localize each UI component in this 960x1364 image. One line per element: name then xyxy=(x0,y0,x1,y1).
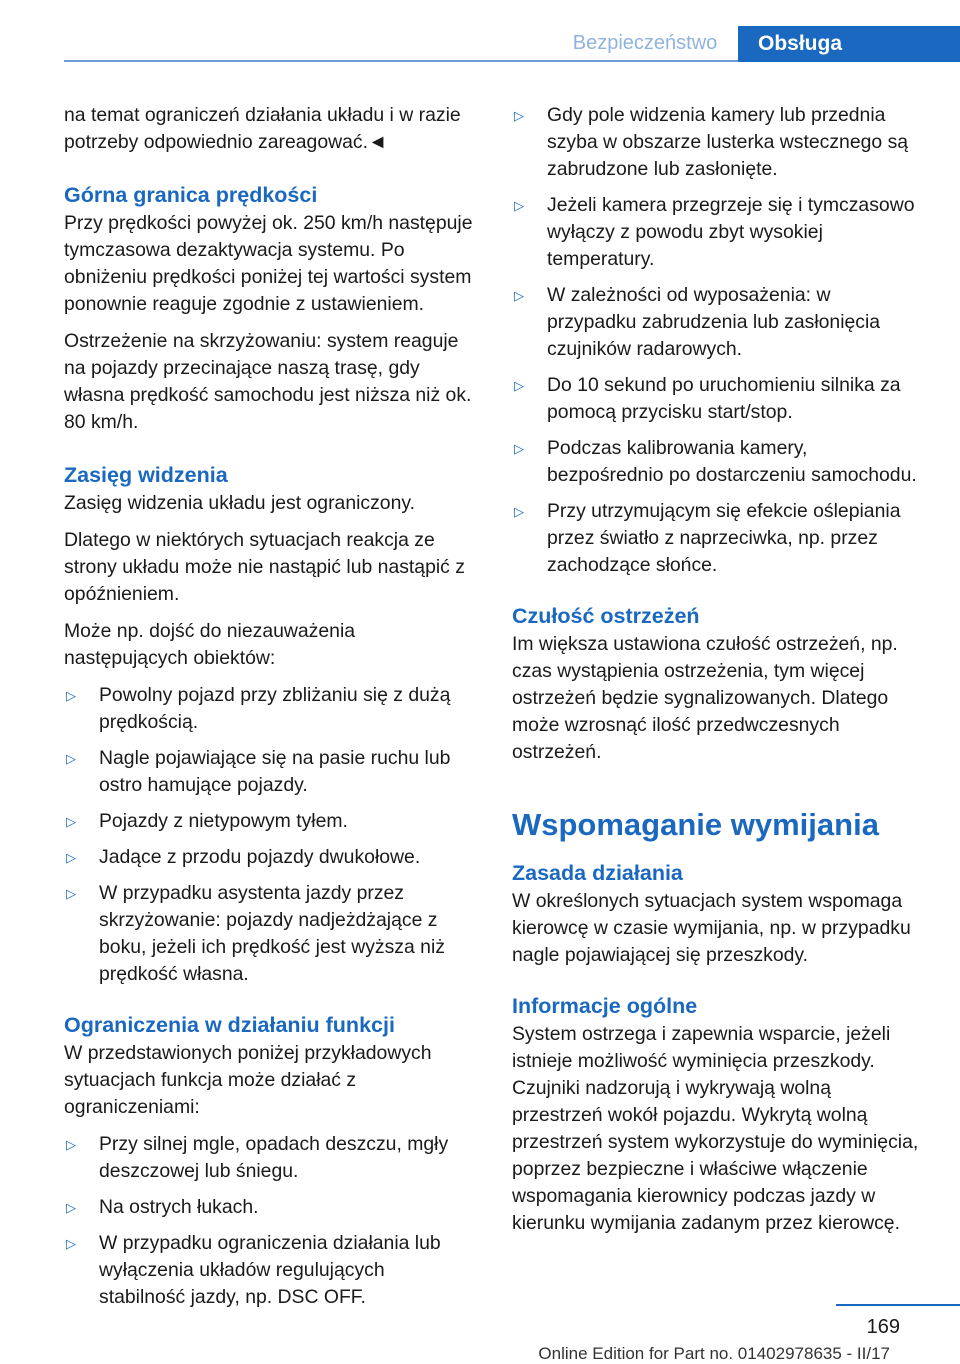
limits-heading: Ograniczenia w działaniu funkcji xyxy=(64,1013,395,1037)
sensitivity-paragraph: Im większa ustawiona czułość ostrzeżeń, np. czas wystąpienia ostrzeżenia, tym więcej ostrzeżeń będzie sygnalizowanych. Dlatego może wzrosnąć ilość przedwczesnych ostrzeżeń. xyxy=(512,633,898,763)
list-item: ▷ W przypadku ograniczenia działania lub wyłączenia układów regulujących stabilność jazdy, np. DSC OFF. xyxy=(66,1232,441,1308)
bullet-triangle-icon: ▷ xyxy=(514,288,524,303)
bullet-triangle-icon: ▷ xyxy=(514,108,524,123)
tab-bezpieczenstwo[interactable]: Bezpieczeństwo xyxy=(572,32,718,54)
footer-edition: Online Edition for Part no. 01402978635 - II/17 xyxy=(538,1344,890,1363)
limits-list xyxy=(64,1131,476,1311)
list-item: ▷ Powolny pojazd przy zbliżaniu się z dużą prędkością. xyxy=(66,684,451,733)
bullet-triangle-icon: ▷ xyxy=(66,850,76,865)
list-item: ▷ Przy utrzymującym się efekcie oślepiania przez światło z naprzeciwka, np. przez zachodzące słońce. xyxy=(514,500,901,576)
limits-paragraph: W przedstawionych poniżej przykładowych sytuacjach funkcja może działać z ograniczeniami: xyxy=(64,1042,432,1118)
general-paragraph: System ostrzega i zapewnia wsparcie, jeżeli istnieje możliwość wyminięcia przeszkody. Czujniki nadzorują i wykrywają wolną przestrzeń wokół pojazdu. Wykrytą wolną przestrzeń system wykorzystuje do wyminięcia, poprzez bezpieczne i właściwe włączenie wspomagania kierownicy podczas jazdy w kierunku wymijania zadanym przez kierowcę. xyxy=(512,1023,919,1234)
bullet-triangle-icon: ▷ xyxy=(66,688,76,703)
bullet-triangle-icon: ▷ xyxy=(514,441,524,456)
bullet-triangle-icon: ▷ xyxy=(514,504,524,519)
list-item: ▷ W zależności od wyposażenia: w przypadku zabrudzenia lub zasłonięcia czujników radarowych. xyxy=(514,284,881,360)
right-column xyxy=(512,102,924,1247)
bullet-triangle-icon: ▷ xyxy=(66,1137,76,1152)
list-item: ▷ Pojazdy z nietypowym tyłem. xyxy=(64,808,476,835)
bullet-triangle-icon: ▷ xyxy=(66,886,76,901)
header-rule xyxy=(64,60,738,62)
bullet-triangle-icon: ▷ xyxy=(66,814,76,829)
range-heading: Zasięg widzenia xyxy=(64,463,228,487)
list-item: ▷ Do 10 sekund po uruchomieniu silnika za pomocą przycisku start/stop. xyxy=(514,374,901,423)
bullet-triangle-icon: ▷ xyxy=(514,198,524,213)
bullet-triangle-icon: ▷ xyxy=(514,378,524,393)
upper-limit-paragraph: Przy prędkości powyżej ok. 250 km/h następuje tymczasowa dezaktywacja systemu. Po obniżeniu prędkości poniżej tej wartości system ponownie reaguje zgodnie z ustawieniem. xyxy=(64,212,473,315)
range-paragraph-2: Dlatego w niektórych sytuacjach reakcja ze strony układu może nie nastąpić lub nastąpić z opóźnieniem. xyxy=(64,529,465,605)
crossing-paragraph: Ostrzeżenie na skrzyżowaniu: system reaguje na pojazdy przecinające naszą trasę, gdy własna prędkość samochodu jest niższa niż ok. 80 km/h. xyxy=(64,330,472,433)
principle-heading: Zasada działania xyxy=(512,861,683,885)
list-item: ▷ Gdy pole widzenia kamery lub przednia szyba w obszarze lusterka wstecznego są zabrudzone lub zasłonięte. xyxy=(514,104,909,180)
range-list xyxy=(64,682,476,988)
list-item: ▷ W przypadku asystenta jazdy przez skrzyżowanie: pojazdy nadjeżdżające z boku, jeżeli ich prędkość jest wyższa niż prędkość własna. xyxy=(66,882,445,985)
left-column xyxy=(64,102,476,1333)
list-item: ▷ Na ostrych łukach. xyxy=(64,1194,476,1221)
list-item: ▷ Przy silnej mgle, opadach deszczu, mgły deszczowej lub śniegu. xyxy=(66,1133,449,1182)
intro-paragraph: na temat ograniczeń działania układu i w razie potrzeby odpowiednio zareagować.◄ xyxy=(64,104,461,153)
range-paragraph-1: Zasięg widzenia układu jest ograniczony. xyxy=(64,492,416,514)
list-item: ▷ Jadące z przodu pojazdy dwukołowe. xyxy=(64,844,476,871)
list-item: ▷ Nagle pojawiające się na pasie ruchu lub ostro hamujące pojazdy. xyxy=(66,747,451,796)
bullet-triangle-icon: ▷ xyxy=(66,751,76,766)
bullet-triangle-icon: ▷ xyxy=(66,1236,76,1251)
general-heading: Informacje ogólne xyxy=(512,994,698,1018)
limits-list-continued xyxy=(512,102,924,579)
page-number: 169 xyxy=(866,1316,900,1338)
upper-limit-heading: Górna granica prędkości xyxy=(64,183,318,207)
section-title: Wspomaganie wymijania xyxy=(512,807,879,842)
range-paragraph-3: Może np. dojść do niezauważenia następujących obiektów: xyxy=(64,620,356,669)
footer-rule xyxy=(836,1304,960,1306)
principle-paragraph: W określonych sytuacjach system wspomaga kierowcę w czasie wymijania, np. w przypadku nagle pojawiającej się przeszkody. xyxy=(512,890,911,966)
sensitivity-heading: Czułość ostrzeżeń xyxy=(512,604,700,628)
list-item: ▷ Podczas kalibrowania kamery, bezpośrednio po dostarczeniu samochodu. xyxy=(514,437,917,486)
tab-obsluga[interactable]: Obsługa xyxy=(738,26,960,62)
list-item: ▷ Jeżeli kamera przegrzeje się i tymczasowo wyłączy z powodu zbyt wysokiej temperatury. xyxy=(514,194,915,270)
bullet-triangle-icon: ▷ xyxy=(66,1200,76,1215)
